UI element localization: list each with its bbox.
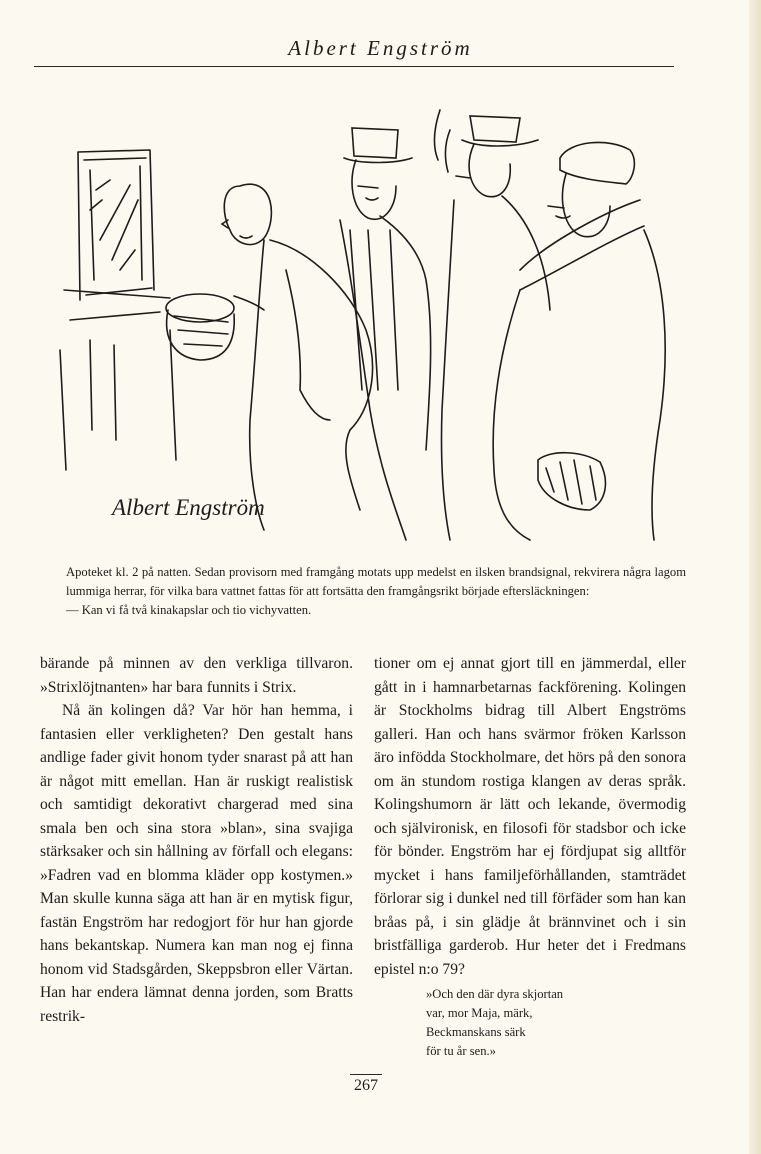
caption-text: Apoteket kl. 2 på natten. Sedan provisorn med framgång motats upp medelst en ilsken brandsignal, rekvirera några lagom lummiga herrar, för vilka bara vattnet fattas för att fortsätta den framgångsrikt började eftersläckningen: (66, 565, 686, 598)
verse-line: för tu år sen.» (426, 1044, 496, 1058)
paragraph: bärande på minnen av den verkliga tillvaron. »Strixlöjtnanten» har bara funnits i Strix. (40, 655, 353, 696)
man-in-fur-coat (493, 142, 665, 540)
verse-quote (426, 985, 686, 1061)
man-with-cigar (434, 110, 550, 540)
paragraph: tioner om ej annat gjort till en jämmerdal, eller gått in i hamnarbetarnas fackförening. Kolingen är Stockholms bidrag till Albert Engströms galleri. Han och hans svärmor fröken Karlsson äro infödda Stockholmare, det hörs på den sonora om än stundom rostiga klangen av deras språk. Kolingshumorn är lätt och lekande, övermodig och självironisk, en filosofi för stadsbor och icke för bönder. Engström har ej fördjupat sig alltför mycket i hans familjeförhållanden, stamträdet förlorar sig i dunkel ned till förfäder som han kan bråas på, i sin glädje åt brännvinet och i sin bristfälliga garderob. Hur heter det i Fredmans epistel n:o 79? (374, 655, 686, 978)
header-rule (34, 66, 674, 67)
cartoon-illustration (50, 90, 680, 550)
running-header: Albert Engström (288, 36, 473, 60)
illustration-caption (66, 563, 686, 620)
paragraph: Nå än kolingen då? Var hör han hemma, i fantasien eller verkligheten? Den gestalt hans andlige fader givit honom tyder snarast på att han är något mitt emellan. Han är ruskigt realistisk och samtidigt dekorativt chargerad med sina smala ben och sina stora »blan», sina svajiga stärksaker och sin hållning av förfall och elegans: »Fadren vad en blomma kläder opp kostymen.» Man skulle kunna säga att han är en mytisk figur, fastän Engström har redogjort för hur han gjorde hans bekantskap. Numera kan man nog ej finna honom vid Stadsgården, Skeppsbron eller Värtan. Han har endera lämnat denna jorden, som Bratts restrik- (40, 702, 353, 1025)
man-in-top-hat (340, 128, 431, 540)
page-number: 267 (350, 1074, 382, 1095)
verse-line: var, mor Maja, märk, (426, 1006, 533, 1020)
text-column-right (374, 652, 686, 1061)
page-edge (749, 0, 761, 1154)
man-holding-hat (166, 184, 373, 530)
caption-dialogue: — Kan vi få två kinakapslar och tio vichyvatten. (66, 603, 312, 617)
text-column-left (40, 652, 353, 1028)
pharmacy-window (60, 150, 176, 470)
verse-line: Beckmanskans särk (426, 1025, 526, 1039)
verse-line: »Och den där dyra skjortan (426, 987, 564, 1001)
artist-signature: Albert Engström (112, 495, 265, 520)
